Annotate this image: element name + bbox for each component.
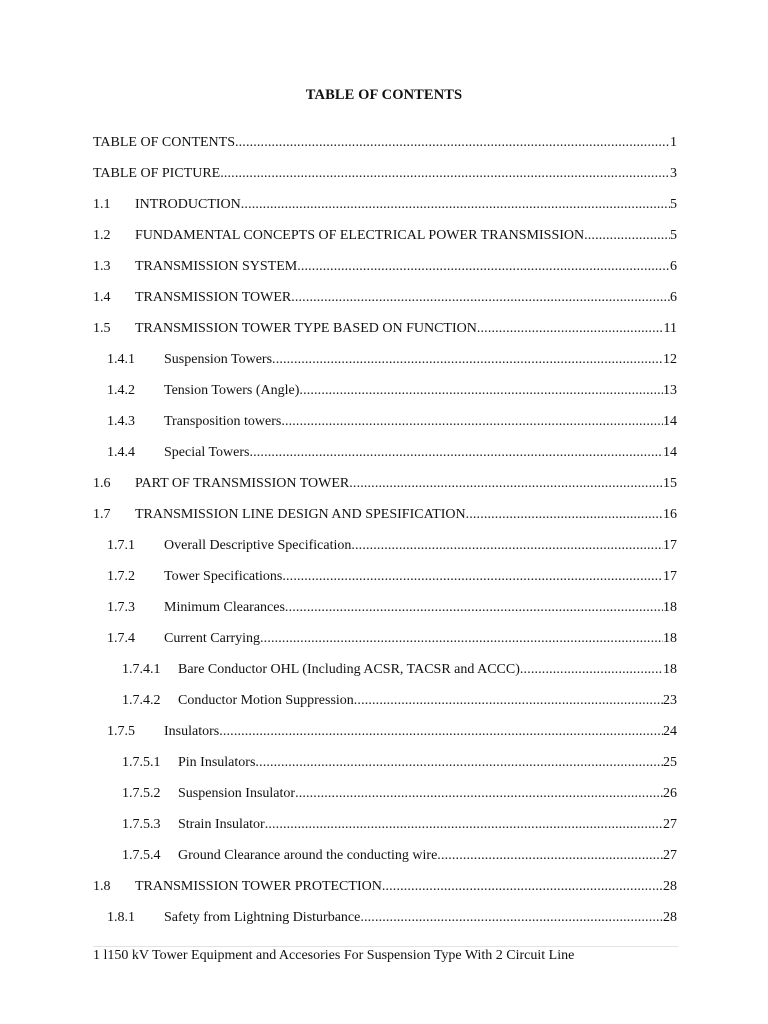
toc-entry[interactable]	[93, 492, 677, 523]
toc-entry-number: 1.4.3	[107, 414, 135, 429]
toc-entry-number: 1.7.5.4	[122, 848, 161, 863]
dot-leader	[272, 352, 663, 368]
toc-entry[interactable]	[93, 678, 677, 709]
toc-entry-number: 1.4.1	[107, 352, 135, 367]
toc-entry[interactable]	[93, 647, 677, 678]
toc-entry-text: Minimum Clearances	[164, 600, 285, 615]
toc-entry-page: 11	[663, 321, 677, 336]
toc-entry-page: 28	[663, 879, 677, 894]
toc-entry[interactable]	[93, 802, 677, 833]
toc-entry-number: 1.7.5	[107, 724, 135, 739]
dot-leader	[349, 476, 663, 492]
toc-entry-text: TABLE OF CONTENTS	[93, 135, 235, 150]
toc-entry[interactable]	[93, 182, 677, 213]
toc-entry[interactable]	[93, 523, 677, 554]
dot-leader	[281, 414, 663, 430]
toc-entry-page: 14	[663, 414, 677, 429]
dot-leader	[354, 693, 663, 709]
toc-entry-page: 27	[663, 848, 677, 863]
toc-entry[interactable]	[93, 213, 677, 244]
toc-entry-number: 1.6	[93, 476, 111, 491]
toc-entry-number: 1.7.3	[107, 600, 135, 615]
toc-entry[interactable]	[93, 554, 677, 585]
toc-entry[interactable]	[93, 368, 677, 399]
toc-entry-page: 24	[663, 724, 677, 739]
toc-entry-text: TRANSMISSION TOWER TYPE BASED ON FUNCTION	[135, 321, 477, 336]
toc-entry-number: 1.7.4.1	[122, 662, 161, 677]
toc-entry-page: 18	[663, 631, 677, 646]
toc-entry-text: TRANSMISSION SYSTEM	[135, 259, 298, 274]
toc-entry-number: 1.7	[93, 507, 111, 522]
toc-entry-page: 1	[670, 135, 677, 150]
toc-entry-number: 1.7.4	[107, 631, 135, 646]
toc-entry-number: 1.7.4.2	[122, 693, 161, 708]
toc-entry[interactable]	[93, 616, 677, 647]
toc-entry-page: 28	[663, 910, 677, 925]
toc-entry[interactable]	[93, 709, 677, 740]
toc-entry[interactable]	[93, 740, 677, 771]
toc-entry-page: 25	[663, 755, 677, 770]
toc-entry-page: 18	[663, 662, 677, 677]
toc-entry-page: 3	[670, 166, 677, 181]
toc-entry-number: 1.3	[93, 259, 111, 274]
dot-leader	[297, 259, 670, 275]
dot-leader	[265, 817, 663, 833]
toc-entry-page: 15	[663, 476, 677, 491]
toc-entry-number: 1.2	[93, 228, 111, 243]
toc-entry-text: Suspension Insulator	[178, 786, 296, 801]
toc-entry[interactable]	[93, 337, 677, 368]
dot-leader	[219, 724, 663, 740]
dot-leader	[241, 197, 670, 213]
toc-entry-page: 5	[670, 228, 677, 243]
dot-leader	[255, 755, 663, 771]
toc-entry[interactable]	[93, 399, 677, 430]
dot-leader	[382, 879, 663, 895]
toc-entry-text: PART OF TRANSMISSION TOWER	[135, 476, 350, 491]
toc-entry[interactable]	[93, 833, 677, 864]
toc-entry[interactable]	[93, 275, 677, 306]
toc-entry-text: Conductor Motion Suppression	[178, 693, 354, 708]
toc-entry[interactable]	[93, 585, 677, 616]
toc-entry[interactable]	[93, 461, 677, 492]
dot-leader	[360, 910, 663, 926]
toc-entry-text: Strain Insulator	[178, 817, 265, 832]
dot-leader	[584, 228, 670, 244]
toc-entry-number: 1.4.2	[107, 383, 135, 398]
toc-entry-page: 17	[663, 569, 677, 584]
toc-entry-number: 1.5	[93, 321, 111, 336]
dot-leader	[285, 600, 663, 616]
footer-divider	[93, 946, 678, 947]
toc-entry-text: Ground Clearance around the conducting wire	[178, 848, 438, 863]
toc-entry-page: 23	[663, 693, 677, 708]
toc-entry-page: 5	[670, 197, 677, 212]
toc-entry[interactable]	[93, 306, 677, 337]
dot-leader	[477, 321, 664, 337]
dot-leader	[220, 166, 670, 182]
dot-leader	[351, 538, 663, 554]
dot-leader	[291, 290, 670, 306]
dot-leader	[466, 507, 663, 523]
toc-entry-page: 26	[663, 786, 677, 801]
toc-entry-text: FUNDAMENTAL CONCEPTS OF ELECTRICAL POWER TRANSMISSION	[135, 228, 585, 243]
toc-entry[interactable]	[93, 120, 677, 151]
toc-entry[interactable]	[93, 864, 677, 895]
toc-entry-text: Pin Insulators	[178, 755, 256, 770]
toc-entry-page: 17	[663, 538, 677, 553]
toc-entry-page: 6	[670, 290, 677, 305]
dot-leader	[260, 631, 663, 647]
toc-list	[93, 120, 677, 926]
toc-entry-text: Insulators	[164, 724, 220, 739]
toc-entry[interactable]	[93, 430, 677, 461]
toc-entry-page: 14	[663, 445, 677, 460]
toc-entry-page: 27	[663, 817, 677, 832]
toc-entry-text: Safety from Lightning Disturbance	[164, 910, 361, 925]
toc-entry-text: Tension Towers (Angle)	[164, 383, 300, 398]
toc-entry-text: Transposition towers	[164, 414, 282, 429]
dot-leader	[520, 662, 663, 678]
dot-leader	[235, 135, 670, 151]
toc-entry-number: 1.7.5.2	[122, 786, 161, 801]
toc-entry-number: 1.8.1	[107, 910, 135, 925]
toc-entry-page: 6	[670, 259, 677, 274]
toc-entry-text: Suspension Towers	[164, 352, 273, 367]
toc-entry-text: Overall Descriptive Specification	[164, 538, 352, 553]
toc-entry-text: Tower Specifications	[164, 569, 283, 584]
dot-leader	[282, 569, 663, 585]
toc-entry-page: 13	[663, 383, 677, 398]
toc-entry-text: INTRODUCTION	[135, 197, 241, 212]
dot-leader	[295, 786, 663, 802]
toc-entry[interactable]	[93, 895, 677, 926]
toc-entry-text: TABLE OF PICTURE	[93, 166, 221, 181]
toc-entry-number: 1.4	[93, 290, 111, 305]
toc-entry-page: 12	[663, 352, 677, 367]
toc-entry-number: 1.7.5.3	[122, 817, 161, 832]
page-footer: 1 l150 kV Tower Equipment and Accesories For Suspension Type With 2 Circuit Line	[93, 948, 575, 963]
toc-entry-text: TRANSMISSION LINE DESIGN AND SPESIFICATION	[135, 507, 466, 522]
toc-entry[interactable]	[93, 151, 677, 182]
toc-entry[interactable]	[93, 244, 677, 275]
toc-entry-text: Current Carrying	[164, 631, 261, 646]
toc-entry[interactable]	[93, 771, 677, 802]
toc-entry-text: TRANSMISSION TOWER	[135, 290, 292, 305]
toc-entry-number: 1.4.4	[107, 445, 135, 460]
dot-leader	[249, 445, 663, 461]
toc-entry-number: 1.7.2	[107, 569, 135, 584]
toc-entry-number: 1.8	[93, 879, 111, 894]
toc-entry-page: 18	[663, 600, 677, 615]
toc-entry-text: TRANSMISSION TOWER PROTECTION	[135, 879, 382, 894]
toc-entry-page: 16	[663, 507, 677, 522]
dot-leader	[299, 383, 663, 399]
toc-entry-number: 1.7.1	[107, 538, 135, 553]
toc-entry-number: 1.7.5.1	[122, 755, 161, 770]
toc-entry-text: Bare Conductor OHL (Including ACSR, TACSR and ACCC)	[178, 662, 520, 677]
dot-leader	[437, 848, 663, 864]
toc-entry-number: 1.1	[93, 197, 111, 212]
toc-title: TABLE OF CONTENTS	[305, 87, 463, 103]
toc-entry-text: Special Towers	[164, 445, 250, 460]
